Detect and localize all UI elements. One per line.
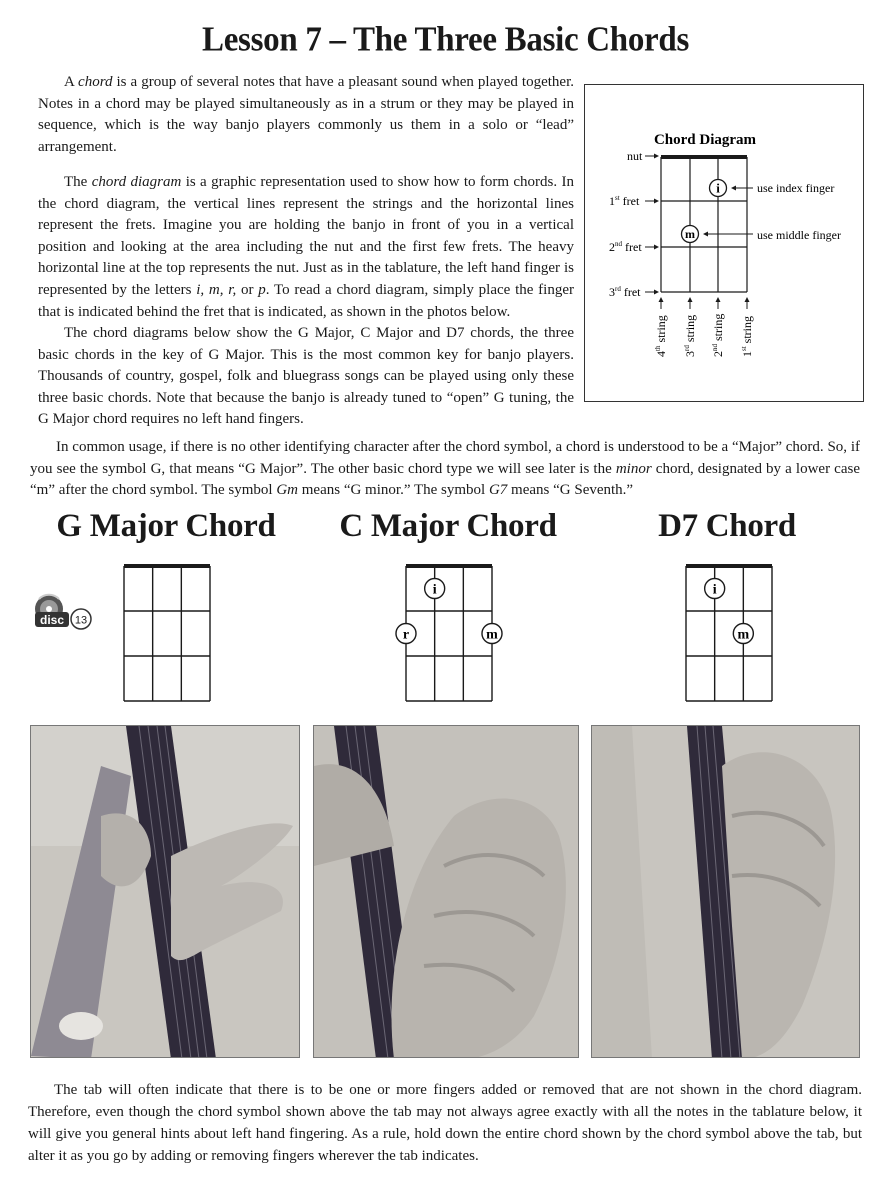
intro-paragraph	[38, 72, 574, 158]
text-run: The chord diagrams below show the G Major, C Major and D7 chords, the three basic chords in the key of G Major. This is the most common key for banjo players. Thousands of country, gospel, folk and bluegrass songs can be played using only these three basic chords. Note that because the banjo is already tuned to “open” G tuning, the G Major chord requires no left hand fingers.	[38, 325, 574, 428]
diagram-finger-letter-i: i	[716, 180, 720, 196]
chord-diagram-legend	[584, 84, 864, 402]
c-major-chord-title: C Major Chord	[339, 508, 557, 544]
string-label-2: 2nd string	[711, 313, 725, 357]
index-finger-callout: use index finger	[757, 181, 835, 195]
fret-label-3: 3rd fret	[609, 285, 641, 299]
chord-diagram-paragraph	[38, 172, 574, 323]
nut-label: nut	[627, 149, 643, 163]
italic-text-run: chord	[78, 74, 113, 90]
g-major-chord-diagram	[116, 558, 220, 708]
c-major-chord-diagram	[391, 558, 506, 708]
diagram-finger-letter-m: m	[685, 227, 695, 241]
chord-nut	[686, 564, 772, 568]
chord-diagram-figure	[585, 85, 865, 403]
finger-letter-m: m	[486, 627, 498, 643]
italic-text-run: G7	[488, 482, 508, 499]
chord-nut	[406, 564, 492, 568]
string-label-1: 1st string	[740, 315, 754, 357]
g-major-chord-photo	[30, 725, 300, 1058]
italic-text-run: i, m, r,	[196, 281, 237, 298]
text-run: is a graphic representation used to show how to form chords. In the chord diagram, the vertical lines represent the strings and the horizontal lines represent the frets. Imagine you are holding the banjo in front of you in a vertical position and looking at the area including the nut and the first few frets. The heavy horizontal line at the top represents the nut. Just as in the tablature, the left hand finger is represented by the letters	[38, 174, 574, 298]
italic-text-run: minor	[615, 460, 652, 477]
text-run: chord, designated by a lower case “m” after the chord symbol. The symbol	[30, 460, 860, 499]
finger-letter-i: i	[712, 582, 717, 598]
c-major-chord-photo	[313, 725, 579, 1058]
page-title: Lesson 7 – The Three Basic Chords	[201, 21, 690, 59]
string-label-4: 4th string	[654, 315, 668, 357]
chord-nut	[124, 564, 210, 568]
text-run: means “G minor.” The symbol	[298, 482, 489, 499]
text-run: The	[64, 174, 92, 190]
text-run: means “G Seventh.”	[507, 482, 634, 499]
text-run: In common usage, if there is no other identifying character after the chord symbol, a chord is understood to be a “Major” chord. So, if you see the symbol G, that means “G Major”. The other basic chord type we will see later is the	[30, 439, 860, 477]
d7-chord-photo	[591, 725, 860, 1058]
fret-label-1: 1st fret	[609, 194, 640, 208]
string-label-3: 3rd string	[683, 314, 697, 357]
g-major-chord-title: G Major Chord	[56, 508, 276, 544]
tab-fingering-paragraph	[28, 1079, 862, 1167]
text-run: or	[236, 281, 259, 298]
text-run: The tab will often indicate that there is to be one or more fingers added or removed that are not shown in the chord diagram. Therefore, even though the chord symbol shown above the tab may not always agree exactly with all the notes in the tablature below, it will give you general hints about left hand fingering. As a rule, hold down the entire chord shown by the chord symbol above the tab, but alter it as you go by adding or removing fingers wherever the tab indicates.	[28, 1082, 862, 1164]
d7-chord-diagram	[678, 558, 782, 708]
basic-chords-paragraph	[38, 323, 574, 431]
chord-symbol-paragraph	[30, 437, 860, 502]
disc-track-number: 13	[74, 614, 88, 627]
disc-word: disc	[39, 613, 65, 627]
finger-letter-r: r	[402, 627, 410, 643]
finger-letter-i: i	[432, 582, 437, 598]
text-run: is a group of several notes that have a pleasant sound when played together. Notes in a chord may be played simultaneously as in a strum or they may be played in sequence, which is the way banjo players commonly us them in a solo or “lead” arrangement.	[38, 74, 574, 155]
middle-finger-callout: use middle finger	[757, 228, 841, 242]
diagram-title: Chord Diagram	[653, 132, 757, 148]
fret-label-2: 2nd fret	[609, 240, 642, 254]
text-run: A	[64, 74, 79, 90]
text-run: . To read a chord diagram, simply place the finger that is indicated behind the fret that is indicated, as shown in the photos below.	[38, 281, 574, 320]
italic-text-run: chord diagram	[91, 174, 182, 190]
italic-text-run: Gm	[276, 482, 298, 499]
disc-track-icon	[31, 593, 101, 633]
finger-letter-m: m	[737, 627, 750, 643]
diagram-nut	[661, 155, 747, 159]
italic-text-run: p	[258, 281, 266, 298]
d7-chord-title: D7 Chord	[658, 508, 796, 544]
